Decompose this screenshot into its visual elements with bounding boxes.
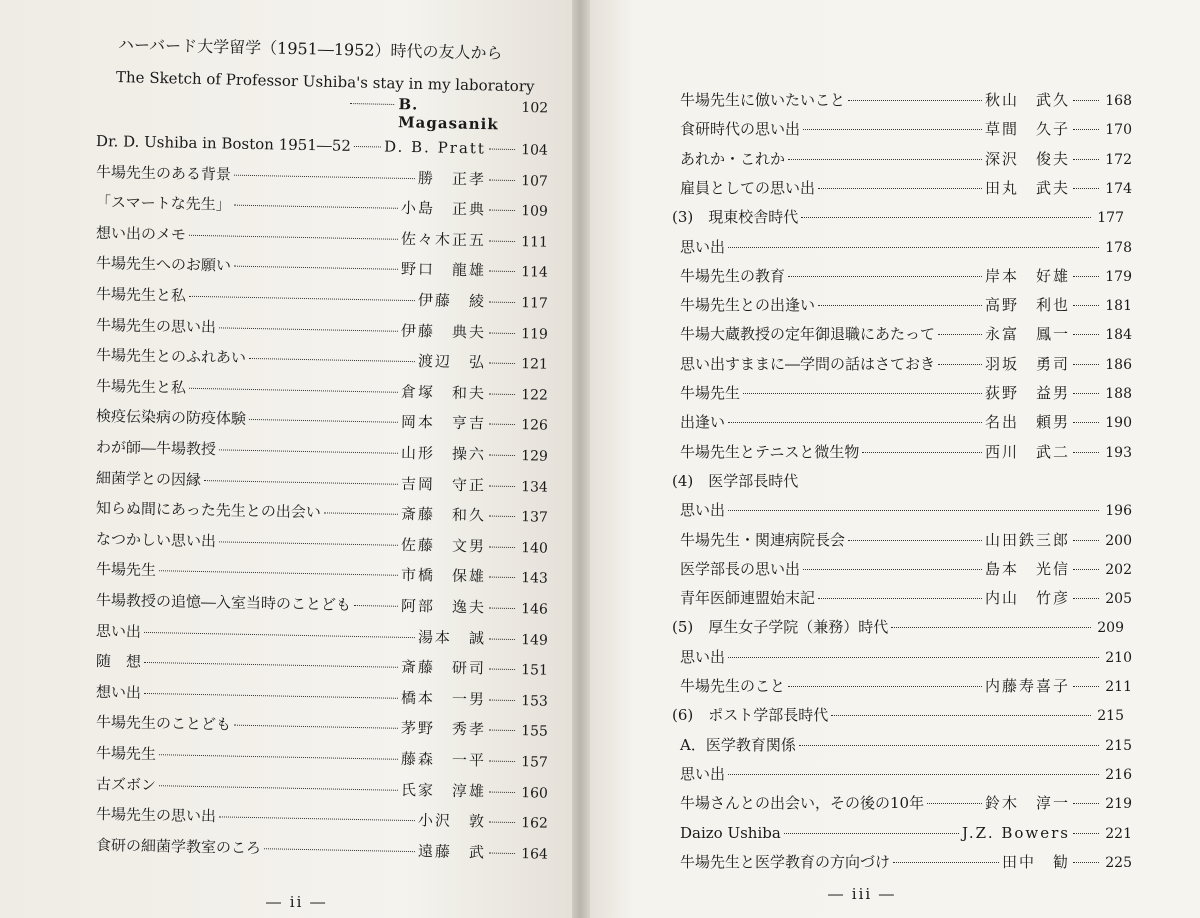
toc-entry-title: 思い出 — [680, 647, 726, 666]
toc-entry-page: 160 — [521, 784, 549, 802]
toc-entry — [680, 295, 1132, 316]
dot-leader — [489, 577, 515, 578]
toc-entry-title: 検疫伝染病の防疫体験 — [95, 407, 247, 429]
toc-entry-author: 勝 正孝 — [417, 168, 487, 189]
dot-leader — [743, 393, 982, 394]
dot-leader — [144, 662, 398, 668]
dot-leader — [1073, 159, 1099, 160]
dot-leader — [893, 862, 999, 863]
dot-leader — [189, 235, 398, 240]
toc-entry — [680, 383, 1132, 404]
toc-entry-page: 188 — [1105, 386, 1132, 402]
toc-entry-title: A．医学教育関係 — [680, 735, 796, 754]
toc-entry — [680, 500, 1132, 521]
dot-leader — [489, 149, 515, 150]
toc-entry-title: (6) ポスト学部長時代 — [672, 706, 829, 725]
toc-entry-title: 随 想 — [95, 652, 142, 672]
dot-leader — [249, 419, 398, 423]
toc-entry-title: 牛場大蔵教授の定年御退職にあたって — [680, 325, 936, 344]
toc-entry-page: 216 — [1105, 766, 1132, 783]
english-entry-page: 102 — [521, 99, 549, 117]
toc-entry-title: 「スマートな先生」 — [95, 193, 231, 214]
dot-leader — [1073, 100, 1099, 101]
toc-entry-page: 219 — [1105, 796, 1132, 813]
toc-entry-author: 倉塚 和夫 — [400, 382, 487, 403]
toc-entry-author: 秋山 武久 — [984, 91, 1070, 109]
dot-leader — [818, 188, 982, 189]
dot-leader — [234, 174, 415, 178]
toc-entry-page: 177 — [1097, 210, 1124, 227]
toc-entry-title: 食研時代の思い出 — [680, 120, 801, 139]
dot-leader — [489, 852, 515, 853]
toc-entry-page: 210 — [1105, 649, 1132, 666]
dot-leader — [1073, 452, 1099, 453]
toc-entry — [680, 559, 1132, 580]
toc-entry-author: 田中 勧 — [1001, 852, 1070, 871]
toc-entry-author: 岸本 好雄 — [984, 266, 1070, 285]
dot-leader — [728, 510, 1099, 511]
dot-leader — [489, 332, 515, 333]
dot-leader — [1073, 364, 1099, 365]
dot-leader — [489, 210, 515, 211]
toc-entry-page: 190 — [1105, 415, 1132, 432]
toc-entry-author: 西川 武二 — [984, 442, 1070, 461]
toc-entry-author: 田丸 武夫 — [984, 178, 1070, 197]
dot-leader — [1073, 129, 1099, 130]
dot-leader — [1073, 686, 1099, 687]
toc-entry-title: あれか・これか — [680, 149, 786, 168]
toc-entry-author: 藤森 一平 — [400, 749, 487, 770]
toc-entry-title: 牛場先生との出逢い — [680, 296, 816, 315]
toc-entry-title: 知らぬ間にあった先生との出会い — [95, 499, 322, 522]
toc-entry-author: 鈴木 淳一 — [984, 794, 1070, 813]
dot-leader — [1073, 862, 1099, 863]
english-entry-author-line — [350, 94, 549, 134]
toc-entry-title: 牛場先生の思い出 — [95, 315, 217, 336]
toc-entry-title: 牛場先生とのふれあい — [95, 346, 247, 368]
dot-leader — [1073, 393, 1099, 394]
dot-leader — [234, 205, 398, 209]
dot-leader — [144, 693, 398, 699]
toc-entry-page: 174 — [1105, 180, 1132, 197]
toc-entry-author: 山田鉄三郎 — [984, 530, 1070, 549]
dot-leader — [848, 100, 982, 101]
toc-entry-author: 岡本 亨吉 — [400, 413, 487, 433]
toc-entry-page: 109 — [521, 203, 549, 220]
toc-entry-author: 遠藤 武 — [417, 841, 487, 862]
dot-leader — [489, 791, 515, 792]
toc-entry-page: 134 — [521, 478, 549, 496]
toc-entry — [680, 793, 1132, 814]
dot-leader — [1073, 334, 1099, 335]
dot-leader — [249, 358, 415, 362]
toc-entry-author: 草間 久子 — [984, 120, 1070, 139]
dot-leader — [728, 422, 982, 423]
toc-entry-title: 牛場先生の思い出 — [95, 805, 217, 826]
toc-entry-title: 想い出のメモ — [95, 223, 187, 244]
toc-entry-title: Dr. D. Ushiba in Boston 1951―52 — [95, 132, 352, 155]
dot-leader — [489, 393, 515, 394]
toc-entry — [672, 471, 1124, 491]
toc-entry-author: 永富 鳳一 — [984, 325, 1070, 344]
dot-leader — [728, 657, 1099, 658]
dot-leader — [1073, 540, 1099, 541]
toc-entry-page: 202 — [1105, 561, 1132, 578]
dot-leader — [219, 817, 415, 822]
dot-leader — [189, 388, 398, 393]
toc-entry-title: 医学部長の思い出 — [680, 559, 801, 578]
toc-entry-page: 179 — [1105, 268, 1132, 285]
toc-entry — [680, 764, 1132, 785]
toc-entry — [680, 119, 1132, 140]
toc-entry-author: 吉岡 守正 — [400, 474, 487, 495]
toc-entry-title: 細菌学との因縁 — [95, 468, 202, 489]
dot-leader — [489, 179, 515, 180]
toc-entry-author: 阿部 逸夫 — [400, 596, 487, 617]
toc-entry — [672, 617, 1124, 638]
toc-entry-author: 佐藤 文男 — [400, 535, 487, 556]
dot-leader — [831, 715, 1091, 716]
toc-entry-title: 思い出 — [680, 501, 726, 520]
dot-leader — [1073, 276, 1099, 277]
dot-leader — [489, 761, 515, 762]
book-gutter — [572, 0, 590, 918]
dot-leader — [927, 803, 982, 804]
toc-entry-author: 小沢 敦 — [417, 811, 487, 831]
dot-leader — [234, 725, 398, 729]
dot-leader — [1073, 569, 1099, 570]
dot-leader — [489, 485, 515, 486]
toc-entry — [680, 852, 1132, 873]
toc-entry-author: 野口 龍雄 — [400, 260, 487, 280]
toc-entry-page: 221 — [1105, 825, 1132, 842]
toc-entry — [680, 676, 1132, 697]
toc-entry-page: 162 — [521, 815, 549, 832]
toc-entry-title: 牛場先生・関連病院長会 — [680, 530, 846, 549]
toc-entry-page: 225 — [1105, 854, 1132, 871]
toc-entry-title: わが師―牛場教授 — [95, 438, 217, 459]
dot-leader — [234, 266, 398, 270]
toc-entry-title: 牛場先生に倣いたいこと — [680, 91, 846, 109]
toc-entry-title: 牛場先生と私 — [95, 376, 187, 397]
dot-leader — [938, 334, 982, 335]
dot-leader — [788, 686, 982, 687]
dot-leader — [354, 605, 398, 607]
toc-entry-page: 168 — [1105, 93, 1132, 109]
toc-entry-page: 129 — [521, 448, 549, 465]
toc-entry-page: 181 — [1105, 298, 1132, 315]
toc-entry — [680, 530, 1132, 551]
toc-entry — [680, 823, 1132, 844]
toc-entry-author: 山形 操六 — [400, 443, 487, 464]
toc-entry-title: 牛場先生 — [680, 384, 741, 402]
dot-leader — [728, 774, 1099, 775]
dot-leader — [803, 569, 982, 570]
english-entry-title: The Sketch of Professor Ushiba's stay in my laboratory — [115, 68, 535, 96]
toc-entry-page: 119 — [521, 325, 549, 343]
toc-entry-title: 青年医師連盟始末記 — [680, 589, 816, 608]
toc-entry-author: 市橋 保雄 — [400, 566, 487, 586]
dot-leader — [803, 129, 982, 130]
toc-entry — [680, 442, 1132, 463]
toc-entry-page: 205 — [1105, 591, 1132, 608]
toc-entry-page: 126 — [521, 417, 549, 435]
toc-entry-title: 思い出すままに―学問の話はさておき — [680, 354, 936, 373]
dot-leader — [1073, 422, 1099, 423]
page-number-right: ― iii ― — [828, 885, 896, 903]
dot-leader — [489, 730, 515, 731]
toc-entry-author: 荻野 益男 — [984, 384, 1070, 402]
toc-entry-page: 157 — [521, 754, 549, 771]
toc-entry-author: 伊藤 典夫 — [400, 321, 487, 342]
toc-entry-title: 牛場先生へのお願い — [95, 254, 232, 275]
toc-entry-title: 思い出 — [680, 764, 726, 783]
toc-entry-page: 140 — [521, 539, 549, 557]
toc-entry-page: 151 — [521, 662, 549, 679]
toc-entry-title: 牛場さんとの出会い，その後の10年 — [680, 794, 925, 813]
dot-leader — [728, 247, 1099, 248]
dot-leader — [159, 754, 398, 760]
toc-entry-page: 193 — [1105, 444, 1132, 461]
dot-leader — [489, 822, 515, 823]
toc-entry-author: 渡辺 弘 — [417, 352, 487, 372]
dot-leader — [1073, 598, 1099, 599]
toc-entry-title: 牛場先生のある背景 — [95, 162, 232, 184]
toc-entry-title: 想い出 — [95, 682, 142, 702]
toc-entry-page: 172 — [1105, 151, 1132, 168]
dot-leader — [788, 159, 982, 160]
toc-entry-title: (5) 厚生女子学院（兼務）時代 — [672, 618, 889, 637]
english-entry-author: B. Magasanik — [397, 95, 499, 134]
toc-entry-title: 食研の細菌学教室のころ — [95, 835, 262, 857]
dot-leader — [354, 146, 381, 148]
dot-leader — [938, 364, 982, 365]
toc-entry-page: 155 — [521, 723, 549, 741]
dot-leader — [489, 516, 515, 517]
dot-leader — [489, 424, 515, 425]
toc-entry — [680, 647, 1132, 668]
toc-entry-title: 牛場先生と医学教育の方向づけ — [680, 852, 891, 871]
dot-leader — [489, 455, 515, 456]
dot-leader — [489, 271, 515, 272]
toc-entry-author: D. B. Pratt — [383, 137, 487, 158]
toc-entry-author: J.Z. Bowers — [962, 823, 1070, 842]
dot-leader — [1073, 803, 1099, 804]
dot-leader — [219, 541, 398, 545]
toc-entry-title: 牛場先生の教育 — [680, 266, 786, 285]
toc-entry-page: 186 — [1105, 356, 1132, 373]
toc-entry — [680, 354, 1132, 375]
toc-entry — [680, 266, 1132, 287]
toc-entry-author: 佐々木正五 — [400, 229, 487, 250]
toc-entry — [672, 705, 1124, 726]
toc-entry-page: 215 — [1105, 737, 1132, 754]
toc-entry-page: 170 — [1105, 122, 1132, 139]
page-number-left: ― ii ― — [266, 893, 328, 911]
dot-leader — [324, 513, 398, 515]
toc-entry — [672, 207, 1124, 228]
toc-entry-page: 114 — [521, 264, 549, 282]
toc-entry-author: 伊藤 綾 — [417, 291, 487, 311]
dot-leader — [489, 302, 515, 303]
toc-entry-author: 内藤寿喜子 — [984, 677, 1070, 695]
toc-entry-author: 名出 頼男 — [984, 413, 1070, 432]
toc-entry-page: 104 — [521, 142, 549, 159]
dot-leader — [219, 327, 398, 331]
dot-leader — [489, 363, 515, 364]
dot-leader — [788, 276, 982, 277]
toc-entry-title: 牛場先生のこと — [680, 677, 786, 695]
toc-entry-author: 斎藤 和久 — [400, 505, 487, 525]
toc-entry-author: 氏家 淳雄 — [400, 780, 487, 801]
toc-entry-page: 111 — [521, 233, 549, 251]
toc-entry — [680, 178, 1132, 199]
dot-leader — [801, 217, 1091, 218]
toc-entry — [680, 90, 1132, 111]
toc-entry-title: なつかしい思い出 — [95, 529, 217, 551]
dot-leader — [489, 669, 515, 670]
dot-leader — [159, 571, 398, 577]
toc-entry-title: (4) 医学部長時代 — [672, 471, 799, 490]
dot-leader — [144, 632, 415, 638]
toc-entry-page: 211 — [1105, 679, 1132, 695]
toc-entry-author: 茅野 秀孝 — [400, 719, 487, 739]
toc-entry-page: 146 — [521, 601, 549, 618]
toc-entry-title: 牛場先生 — [95, 744, 157, 764]
dot-leader — [264, 848, 415, 852]
toc-entry-page: 200 — [1105, 532, 1132, 549]
toc-entry-page: 143 — [521, 570, 549, 588]
toc-entry-page: 196 — [1105, 503, 1132, 520]
section-heading: ハーバード大学留学（1951―1952）時代の友人から — [117, 35, 503, 63]
toc-entry-title: 牛場先生とテニスと微生物 — [680, 442, 860, 461]
toc-entry-page: 149 — [521, 631, 549, 649]
toc-entry-author: 斎藤 研司 — [400, 658, 487, 678]
toc-entry-title: Daizo Ushiba — [680, 823, 781, 842]
dot-leader — [489, 240, 515, 241]
toc-entry-author: 橋本 一男 — [400, 688, 487, 709]
dot-leader — [489, 608, 515, 609]
toc-entry-title: 思い出 — [95, 621, 142, 641]
toc-entry-author: 内山 竹彦 — [984, 589, 1070, 608]
dot-leader — [489, 638, 515, 639]
toc-entry-title: 出逢い — [680, 413, 726, 432]
dot-leader — [189, 296, 415, 301]
toc-entry-page: 184 — [1105, 327, 1132, 344]
toc-entry-page: 122 — [521, 386, 549, 404]
toc-entry-page: 107 — [521, 172, 549, 190]
toc-entry-author: 小島 正典 — [400, 199, 487, 219]
dot-leader — [799, 745, 1099, 746]
dot-leader — [891, 627, 1091, 628]
toc-entry-author: 湯本 誠 — [417, 627, 487, 648]
toc-entry-page: 121 — [521, 356, 549, 373]
dot-leader — [862, 452, 982, 453]
toc-entry-title: 思い出 — [680, 237, 726, 256]
toc-entry-title: 雇員としての思い出 — [680, 178, 816, 197]
dot-leader — [219, 449, 398, 453]
toc-entry-title: 牛場先生と私 — [95, 285, 187, 305]
toc-entry-page: 137 — [521, 509, 549, 526]
toc-entry-page: 215 — [1097, 708, 1124, 725]
toc-entry — [680, 588, 1132, 609]
dot-leader — [1073, 305, 1099, 306]
toc-entry-author: 高野 利也 — [984, 296, 1070, 315]
dot-leader — [159, 785, 398, 791]
toc-entry — [680, 735, 1132, 756]
toc-entry-page: 178 — [1105, 239, 1132, 256]
toc-entry-title: 牛場教授の追憶―入室当時のことども — [95, 591, 352, 614]
toc-entry — [680, 324, 1132, 345]
dot-leader — [784, 833, 959, 834]
toc-entry-page: 164 — [521, 845, 549, 863]
toc-entry-page: 117 — [521, 295, 549, 312]
toc-entry-title: 古ズボン — [95, 774, 157, 794]
dot-leader — [1073, 188, 1099, 189]
toc-entry — [680, 149, 1132, 170]
dot-leader — [818, 598, 982, 599]
dot-leader — [204, 480, 398, 485]
dot-leader — [818, 305, 982, 306]
dot-leader — [1073, 833, 1099, 834]
toc-entry-page: 153 — [521, 692, 549, 710]
toc-entry — [680, 412, 1132, 433]
toc-entry-page: 209 — [1097, 620, 1124, 637]
toc-entry-author: 羽坂 勇司 — [984, 354, 1070, 373]
toc-entry-author: 深沢 俊夫 — [984, 149, 1070, 168]
dot-leader — [489, 546, 515, 547]
dot-leader — [489, 699, 515, 700]
toc-entry-author: 島本 光信 — [984, 559, 1070, 578]
toc-entry-title: 牛場先生のことども — [95, 713, 232, 734]
dot-leader — [848, 540, 982, 541]
toc-entry-title: 牛場先生 — [95, 560, 157, 580]
toc-entry-title: (3) 現東校舎時代 — [672, 208, 799, 227]
toc-entry — [680, 237, 1132, 258]
